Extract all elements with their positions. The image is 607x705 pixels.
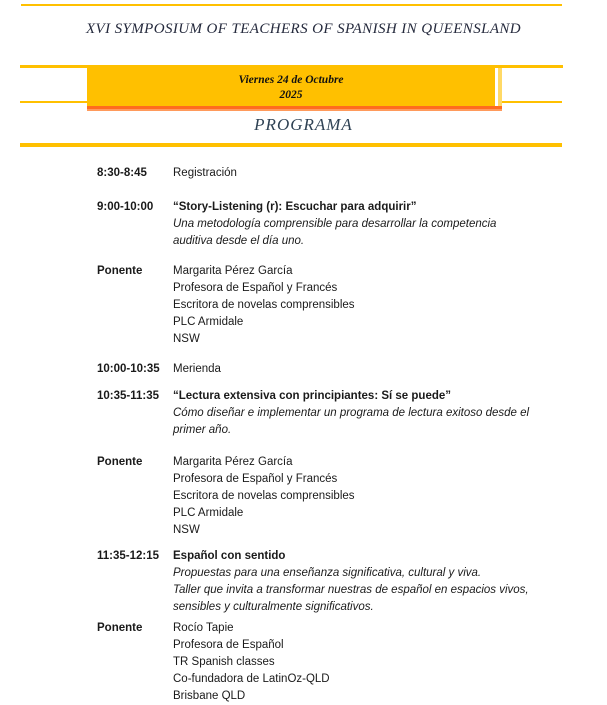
session-row <box>97 548 549 616</box>
mid-gold-rule-right <box>502 101 562 103</box>
speaker-details <box>173 454 549 539</box>
speaker-details <box>173 263 549 348</box>
text-line: Cómo diseñar e implementar un programa de lectura exitoso desde el <box>173 407 530 419</box>
text-line: Co-fundadora de LatinOz-QLD <box>173 673 330 685</box>
text-line: Taller que invita a transformar nuestras de español en espacios vivos, <box>173 584 529 596</box>
session-row <box>97 199 549 250</box>
speaker-block <box>97 620 549 705</box>
section-title-programa: PROGRAMA <box>254 115 353 134</box>
text-line: Margarita Pérez García <box>173 456 293 468</box>
session-details <box>173 361 549 378</box>
text-line: NSW <box>173 524 200 536</box>
date-banner-line2: 2025 <box>279 89 303 101</box>
document-title: XVI SYMPOSIUM OF TEACHERS OF SPANISH IN QUEENSLAND <box>85 21 522 37</box>
schedule <box>97 165 549 705</box>
text-line: PLC Armidale <box>173 316 244 328</box>
time-label: 11:35-12:15 <box>97 550 160 562</box>
speaker-details <box>173 620 549 705</box>
lower-gold-rule <box>20 143 562 147</box>
session-row <box>97 388 549 439</box>
session-row <box>97 361 549 378</box>
text-line: Español con sentido <box>173 550 286 562</box>
time-label: 10:00-10:35 <box>97 363 160 375</box>
text-line: auditiva desde el día uno. <box>173 235 305 247</box>
text-line: Merienda <box>173 363 221 375</box>
text-line: “Story-Listening (r): Escuchar para adquirir” <box>173 201 417 213</box>
text-line: Rocío Tapie <box>173 622 234 634</box>
text-line: Profesora de Español y Francés <box>173 473 338 485</box>
session-details <box>173 388 549 439</box>
speaker-label: Ponente <box>97 265 143 277</box>
text-line: TR Spanish classes <box>173 656 275 668</box>
time-label: 8:30-8:45 <box>97 167 147 179</box>
text-line: NSW <box>173 333 200 345</box>
speaker-block <box>97 263 549 348</box>
mid-gold-rule-left <box>20 101 87 103</box>
speaker-label: Ponente <box>97 622 143 634</box>
time-label: 10:35-11:35 <box>97 390 160 402</box>
session-details <box>173 165 549 182</box>
text-line: Escritora de novelas comprensibles <box>173 490 355 502</box>
session-details <box>173 548 549 616</box>
text-line: Escritora de novelas comprensibles <box>173 299 355 311</box>
text-line: primer año. <box>173 424 232 436</box>
text-line: Profesora de Español y Francés <box>173 282 338 294</box>
text-line: Brisbane QLD <box>173 690 246 702</box>
time-label: 9:00-10:00 <box>97 201 154 213</box>
text-line: PLC Armidale <box>173 507 244 519</box>
date-banner-line1: Viernes 24 de Octubre <box>238 74 344 86</box>
speaker-block <box>97 454 549 539</box>
date-banner-orange-underline <box>87 106 502 111</box>
session-details <box>173 199 549 250</box>
text-line: Margarita Pérez García <box>173 265 293 277</box>
speaker-label: Ponente <box>97 456 143 468</box>
text-line: Una metodología comprensible para desarrollar la competencia <box>173 218 497 230</box>
session-row <box>97 165 549 182</box>
date-banner <box>87 68 495 106</box>
text-line: sensibles y culturalmente significativos. <box>173 601 374 613</box>
text-line: “Lectura extensiva con principiantes: Sí se puede” <box>173 390 452 402</box>
text-line: Registración <box>173 167 237 179</box>
top-gold-rule <box>21 4 562 6</box>
text-line: Profesora de Español <box>173 639 284 651</box>
text-line: Propuestas para una enseñanza significativa, cultural y viva. <box>173 567 482 579</box>
